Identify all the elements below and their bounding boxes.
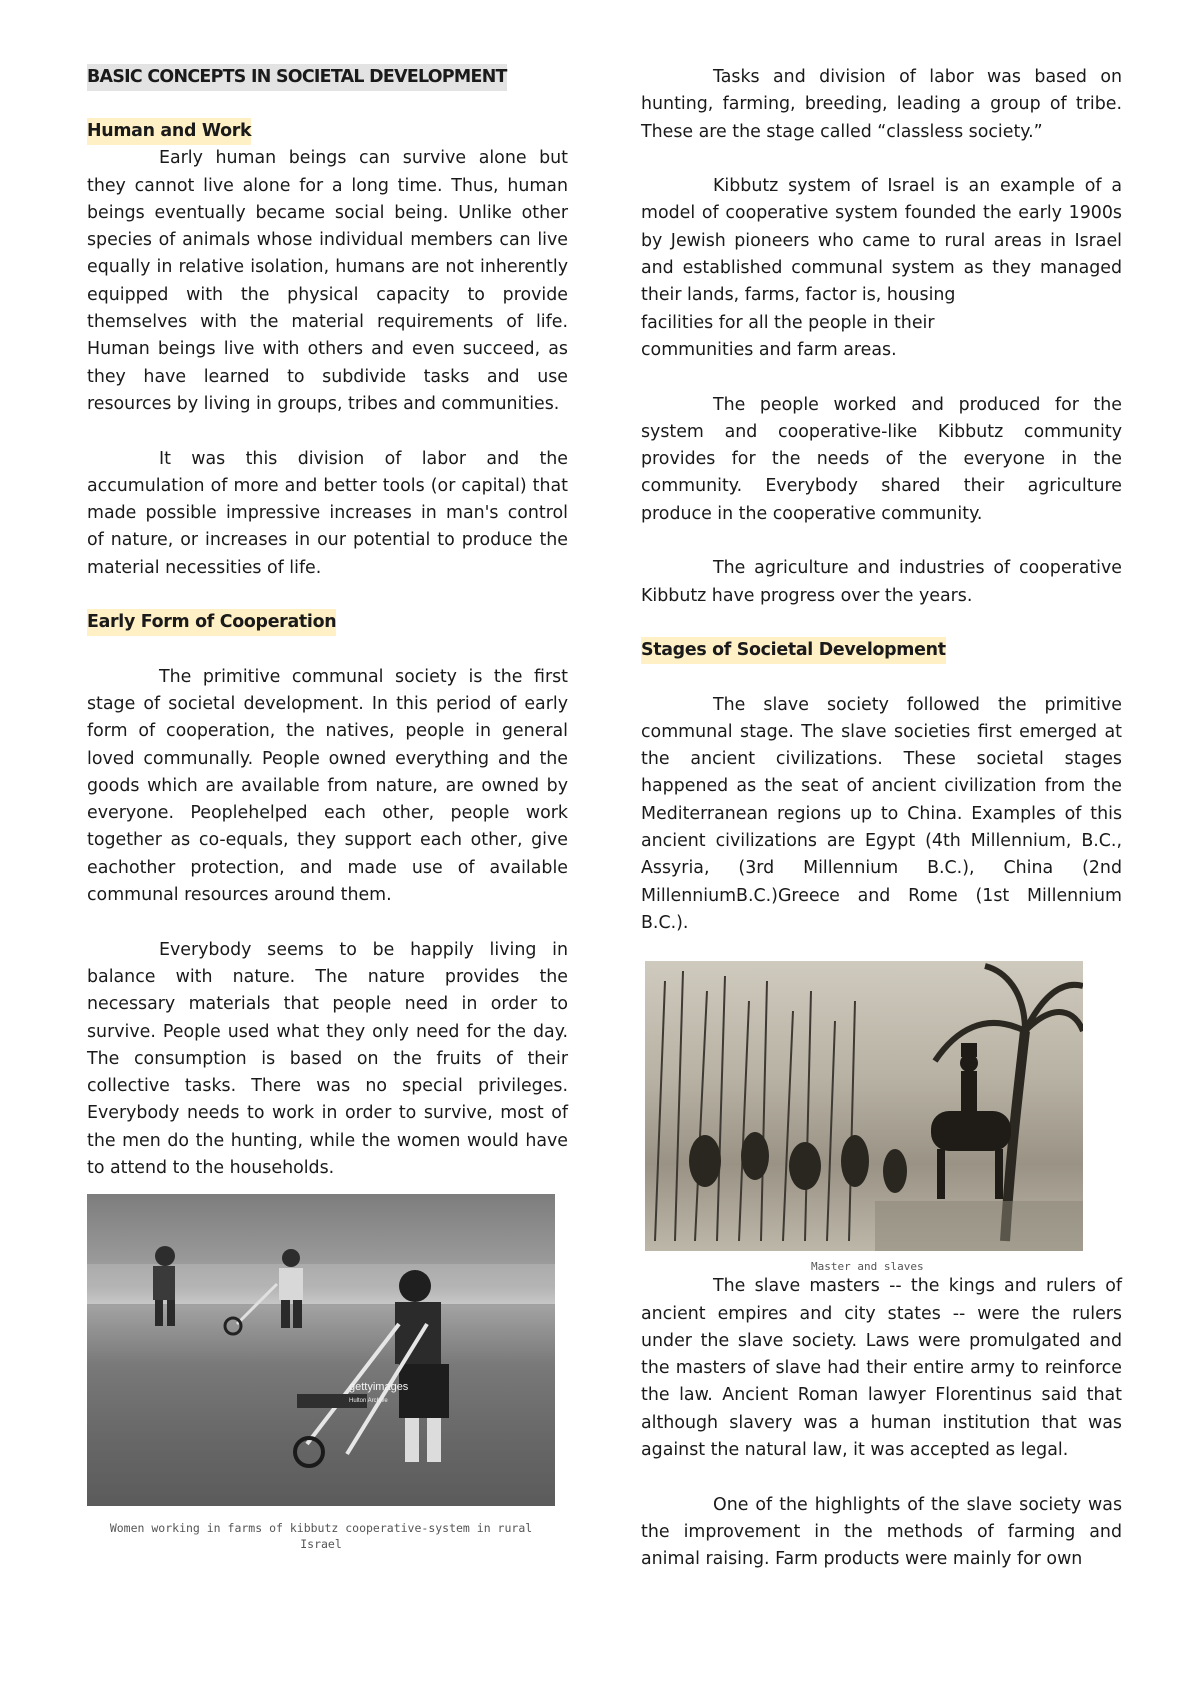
- engraving-art: [645, 961, 1083, 1251]
- paragraph-early-cooperation-2: Everybody seems to be happily living in balance with nature. The nature provides the necessary materials that people need in order to survive. People used what they only need for the day. The consumption is based on the fruits of their collective tasks. There was no special privileges. Everybody needs to work in order to survive, most of the men do the hunting, while the women would have to attend to the households.: [87, 939, 568, 1178]
- paragraph-slave-society-highlights: One of the highlights of the slave society was the improvement in the methods of farming and animal raising. Farm products were mainly for own: [641, 1494, 1122, 1570]
- engraving-caption: Master and slaves: [811, 1260, 924, 1274]
- paragraph-slave-society: The slave society followed the primitive communal stage. The slave societies first emerged at the ancient civilizations. These societal stages happened as the seat of ancient civilization from the Mediterranean regions up to China. Examples of this ancient civilizations are Egypt (4th Millennium, B.C., Assyria, (3rd Millennium B.C.), China (2nd MillenniumB.C.)Greece and Rome (1st Millennium B.C.).: [641, 694, 1122, 933]
- paragraph-human-work-2: It was this division of labor and the accumulation of more and better tools (or capital) that made possible impressive increases in man's control of nature, or increases in our potential to produce the material necessities of life.: [87, 448, 568, 578]
- paragraph-kibbutz-line2: facilities for all the people in their: [641, 312, 935, 333]
- paragraph-kibbutz-progress: The agriculture and industries of cooperative Kibbutz have progress over the years.: [641, 558, 1122, 606]
- kibbutz-photo-art: [87, 1194, 555, 1506]
- paragraph-kibbutz-line3: communities and farm areas.: [641, 339, 897, 360]
- paragraph-slave-masters: The slave masters -- the kings and rulers of ancient empires and city states -- were the rulers under the slave society. Laws were promulgated and the masters of slave had their entire army to reinforce the law. Ancient Roman lawyer Florentinus said that although slavery was a human institution that was against the natural law, it was accepted as legal.: [641, 1276, 1122, 1460]
- paragraph-kibbutz-community: The people worked and produced for the system and cooperative-like Kibbutz community provides for the needs of the everyone in the community. Everybody shared their agriculture produce in the cooperative community.: [641, 394, 1122, 524]
- heading-early-cooperation: Early Form of Cooperation: [87, 609, 336, 636]
- paragraph-kibbutz-system: Kibbutz system of Israel is an example of a model of cooperative system founded the early 1900s by Jewish pioneers who came to rural areas in Israel and established communal system as they managed their lands, farms, factor is, housing: [641, 176, 1122, 306]
- photo-watermark-sub: Hulton Archive: [349, 1398, 388, 1405]
- paragraph-classless-society: Tasks and division of labor was based on hunting, farming, breeding, leading a group of tribe. These are the stage called “classless society.”: [641, 67, 1122, 142]
- master-and-slaves-engraving: [645, 961, 1083, 1251]
- photo-watermark: gettyimages: [349, 1381, 409, 1394]
- document-title: BASIC CONCEPTS IN SOCIETAL DEVELOPMENT: [87, 64, 507, 91]
- kibbutz-photo-caption: Women working in farms of kibbutz cooperative-system in rural Israel: [109, 1521, 533, 1552]
- heading-human-and-work: Human and Work: [87, 118, 251, 145]
- paragraph-human-work-1: Early human beings can survive alone but they cannot live alone for a long time. Thus, human beings eventually became social being. Unlike other species of animals whose individual members can live equally in relative isolation, humans are not inherently equipped with the physical capacity to provide themselves with the material requirements of life. Human beings live with others and even succeed, as they have learned to subdivide tasks and use resources by living in groups, tribes and communities.: [87, 148, 568, 414]
- left-column: [87, 64, 568, 1552]
- kibbutz-photo: [87, 1194, 555, 1506]
- right-column: [641, 64, 1122, 1573]
- heading-stages-societal-development: Stages of Societal Development: [641, 637, 946, 664]
- paragraph-early-cooperation-1: The primitive communal society is the first stage of societal development. In this period of early form of cooperation, the natives, people in general loved communally. People owned everything and the goods which are available from nature, are owned by everyone. Peoplehelped each other, people work together as co-equals, they support each other, give eachother protection, and made use of available communal resources around them.: [87, 666, 568, 906]
